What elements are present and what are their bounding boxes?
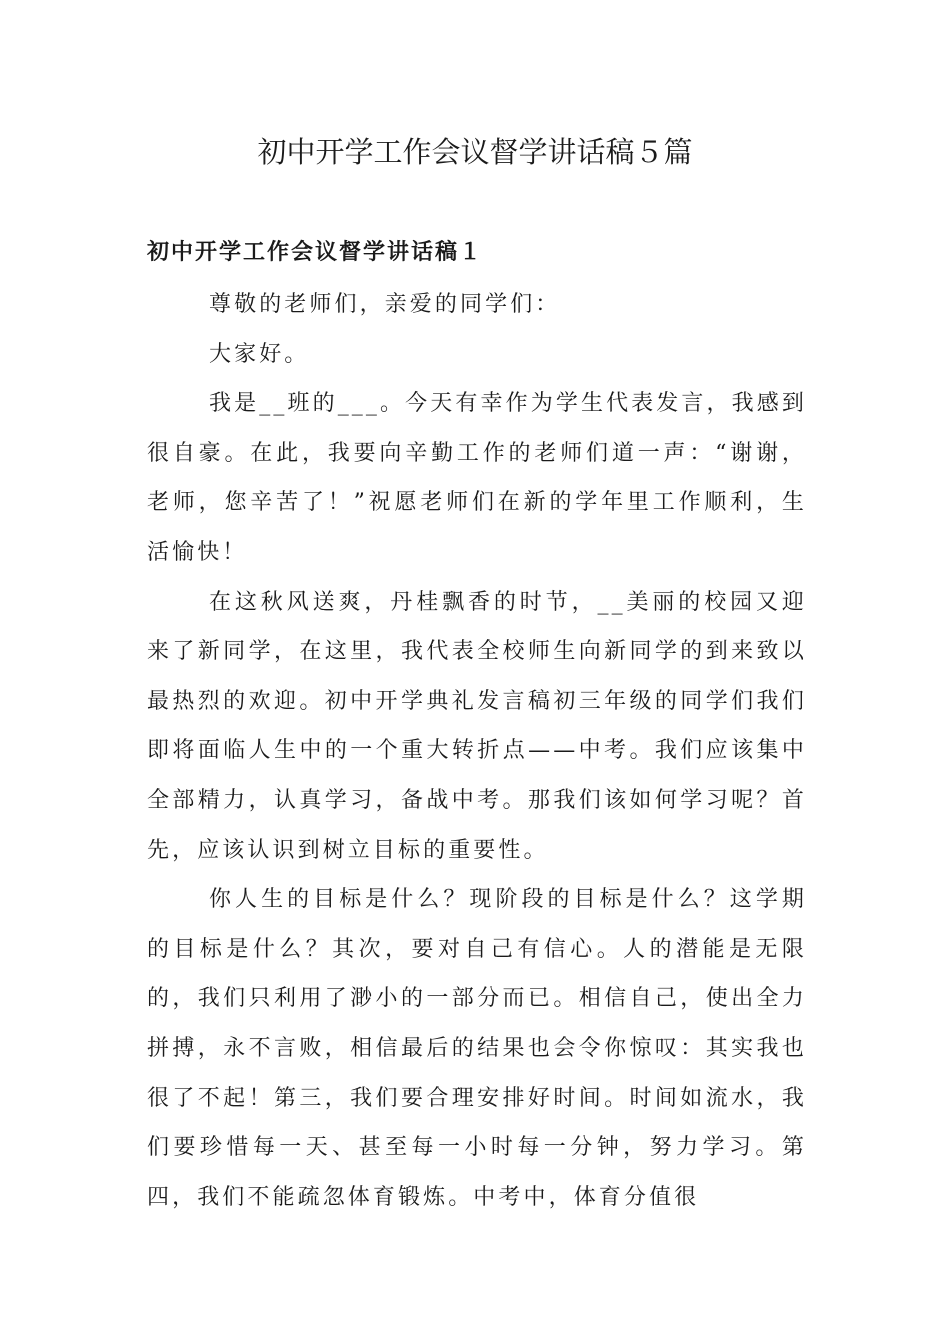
document-title: 初中开学工作会议督学讲话稿５篇 — [257, 135, 693, 169]
paragraph-greeting: 大家好。 — [209, 341, 310, 367]
paragraph-goals: 你人生的目标是什么？现阶段的目标是什么？这学期的目标是什么？其次，要对自己有信心。人的潜能是无限的，我们只利用了渺小的一部分而已。相信自己，使出全力拼搏，永不言败，相信最后的结果也会令你惊叹：其实我也很了不起！第三，我们要合理安排好时间。时间如流水，我们要珍惜每一天、甚至每一小时每一分钟，努力学习。第四，我们不能疏忽体育锻炼。中考中，体育分值很 — [147, 887, 807, 1210]
section-title: 初中开学工作会议督学讲话稿１ — [147, 239, 484, 265]
paragraph-welcome: 在这秋风送爽，丹桂飘香的时节，__美丽的校园又迎来了新同学，在这里，我代表全校师生向新同学的到来致以最热烈的欢迎。初中开学典礼发言稿初三年级的同学们我们即将面临人生中的一个重大转折点——中考。我们应该集中全部精力，认真学习，备战中考。那我们该如何学习呢？首先，应该认识到树立目标的重要性。 — [147, 589, 807, 863]
paragraph-introduction: 我是__班的___。今天有幸作为学生代表发言，我感到很自豪。在此，我要向辛勤工作的老师们道一声：“谢谢，老师，您辛苦了！”祝愿老师们在新的学年里工作顺利，生活愉快！ — [147, 391, 807, 565]
paragraph-salutation: 尊敬的老师们，亲爱的同学们： — [209, 292, 561, 317]
document-body — [147, 280, 807, 1222]
